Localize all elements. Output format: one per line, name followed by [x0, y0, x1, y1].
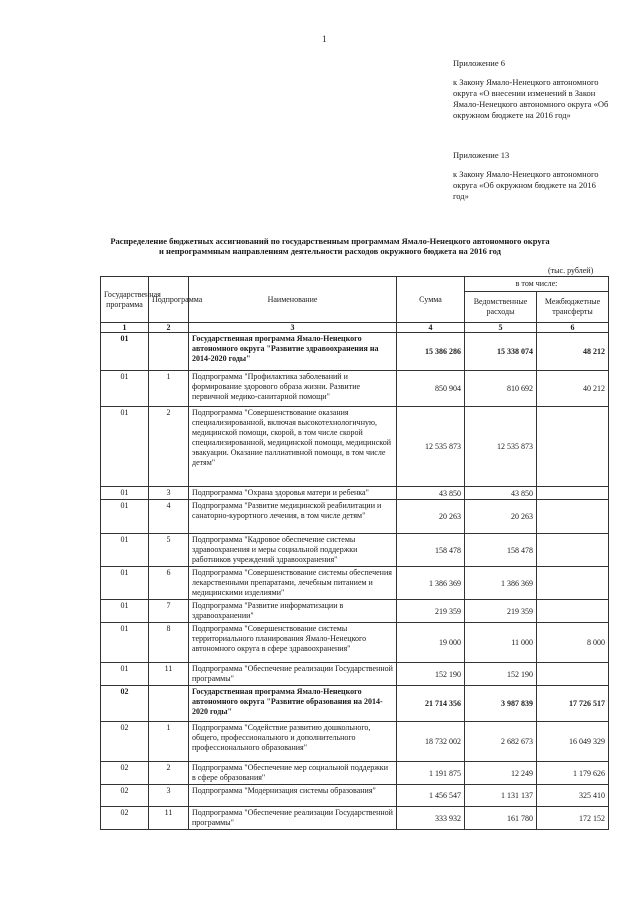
vedomstv-cell: 158 478	[465, 534, 537, 567]
podprogram-code-cell: 1	[149, 371, 189, 407]
mezhbudget-cell	[537, 600, 609, 623]
budget-table	[100, 276, 609, 830]
vedomstv-cell: 20 263	[465, 500, 537, 534]
podprogram-code-cell: 3	[149, 487, 189, 500]
mezhbudget-cell: 40 212	[537, 371, 609, 407]
table-row	[101, 534, 609, 567]
vedomstv-cell: 15 338 074	[465, 333, 537, 371]
sum-cell: 43 850	[397, 487, 465, 500]
vedomstv-cell: 161 780	[465, 807, 537, 830]
mezhbudget-cell	[537, 487, 609, 500]
name-cell: Подпрограмма "Совершенствование системы обеспечения лекарственными препаратами, лечебным питанием и медицинскими изделиями"	[189, 567, 397, 600]
sum-cell: 21 714 356	[397, 686, 465, 722]
sum-cell: 12 535 873	[397, 407, 465, 487]
table-row	[101, 567, 609, 600]
gosprogram-code-cell: 01	[101, 534, 149, 567]
vedomstv-cell: 219 359	[465, 600, 537, 623]
gosprogram-code-cell: 01	[101, 567, 149, 600]
table-row	[101, 371, 609, 407]
table-row	[101, 807, 609, 830]
gosprogram-code-cell: 01	[101, 663, 149, 686]
gosprogram-code-cell: 01	[101, 500, 149, 534]
mezhbudget-cell: 16 049 329	[537, 722, 609, 762]
table-row	[101, 623, 609, 663]
mezhbudget-cell	[537, 663, 609, 686]
podprogram-code-cell: 6	[149, 567, 189, 600]
gosprogram-code-cell: 02	[101, 686, 149, 722]
name-cell: Подпрограмма "Кадровое обеспечение системы здравоохранения и меры социальной поддержки работников учреждений здравоохранения"	[189, 534, 397, 567]
name-cell: Подпрограмма "Развитие медицинской реабилитации и санаторно-курортного лечения, в том числе детям"	[189, 500, 397, 534]
sum-cell: 18 732 002	[397, 722, 465, 762]
table-body	[101, 323, 609, 830]
gosprogram-code-cell: 01	[101, 600, 149, 623]
mezhbudget-cell: 172 152	[537, 807, 609, 830]
gosprogram-code-cell: 01	[101, 371, 149, 407]
podprogram-code-cell: 3	[149, 785, 189, 807]
podprogram-code-cell: 4	[149, 500, 189, 534]
gosprogram-code-cell: 01	[101, 487, 149, 500]
table-row	[101, 407, 609, 487]
name-cell: Подпрограмма "Развитие информатизации в здравоохранении"	[189, 600, 397, 623]
podprogram-code-cell: 1	[149, 722, 189, 762]
sum-cell: 1 386 369	[397, 567, 465, 600]
vedomstv-cell: 810 692	[465, 371, 537, 407]
mezhbudget-cell	[537, 407, 609, 487]
gosprogram-code-cell: 01	[101, 333, 149, 371]
gosprogram-code-cell: 02	[101, 762, 149, 785]
header-vedomstv: Ведомственные расходы	[465, 292, 537, 323]
vedomstv-cell: 11 000	[465, 623, 537, 663]
sum-cell: 1 456 547	[397, 785, 465, 807]
table-row	[101, 722, 609, 762]
index-cell: 6	[537, 323, 609, 333]
podprogram-code-cell	[149, 686, 189, 722]
podprogram-code-cell: 8	[149, 623, 189, 663]
sum-cell: 152 190	[397, 663, 465, 686]
table-row	[101, 762, 609, 785]
vedomstv-cell: 12 249	[465, 762, 537, 785]
podprogram-code-cell: 2	[149, 762, 189, 785]
name-cell: Подпрограмма "Профилактика заболеваний и формирование здорового образа жизни. Развитие первичной медико-санитарной помощи"	[189, 371, 397, 407]
podprogram-code-cell: 7	[149, 600, 189, 623]
appendix-13-title: Приложение 13	[453, 150, 510, 160]
table-row	[101, 663, 609, 686]
gosprogram-code-cell: 01	[101, 407, 149, 487]
sum-cell: 850 904	[397, 371, 465, 407]
sum-cell: 219 359	[397, 600, 465, 623]
appendix-13-block	[453, 150, 613, 202]
mezhbudget-cell: 1 179 626	[537, 762, 609, 785]
appendix-6-title: Приложение 6	[453, 58, 505, 68]
podprogram-code-cell: 2	[149, 407, 189, 487]
header-mezhbudget: Межбюджетные трансферты	[537, 292, 609, 323]
name-cell: Подпрограмма "Охрана здоровья матери и ребенка"	[189, 487, 397, 500]
name-cell: Подпрограмма "Обеспечение мер социальной поддержки в сфере образования"	[189, 762, 397, 785]
table-row	[101, 487, 609, 500]
appendix-13-text: к Закону Ямало-Ненецкого автономного округа «Об окружном бюджете на 2016 год»	[453, 169, 599, 201]
units-label: (тыс. рублей)	[548, 266, 594, 275]
mezhbudget-cell: 8 000	[537, 623, 609, 663]
mezhbudget-cell	[537, 534, 609, 567]
mezhbudget-cell: 48 212	[537, 333, 609, 371]
sum-cell: 333 932	[397, 807, 465, 830]
vedomstv-cell: 2 682 673	[465, 722, 537, 762]
table-row	[101, 333, 609, 371]
gosprogram-code-cell: 01	[101, 623, 149, 663]
name-cell: Подпрограмма "Содействие развитию дошкольного, общего, профессионального и дополнительного профессионального образования"	[189, 722, 397, 762]
name-cell: Подпрограмма "Совершенствование оказания специализированной, включая высокотехнологичную, медицинской помощи, скорой, в том числе скорой специализированной, медицинской помощи, медицинской эвакуации. Оказание паллиативной помощи, в том числе детям"	[189, 407, 397, 487]
podprogram-code-cell: 11	[149, 663, 189, 686]
table-row	[101, 785, 609, 807]
table-row	[101, 500, 609, 534]
appendix-6-text: к Закону Ямало-Ненецкого автономного округа «О внесении изменений в Закон Ямало-Ненецкого автономного округа «Об окружном бюджете на 2016 год»	[453, 77, 609, 120]
sum-cell: 158 478	[397, 534, 465, 567]
name-cell: Подпрограмма "Обеспечение реализации Государственной программы"	[189, 663, 397, 686]
page-number: 1	[322, 34, 327, 44]
index-cell: 2	[149, 323, 189, 333]
index-cell: 4	[397, 323, 465, 333]
sum-cell: 1 191 875	[397, 762, 465, 785]
table-row	[101, 686, 609, 722]
header-name: Наименование	[189, 277, 397, 323]
vedomstv-cell: 1 386 369	[465, 567, 537, 600]
sum-cell: 20 263	[397, 500, 465, 534]
sum-cell: 15 386 286	[397, 333, 465, 371]
vedomstv-cell: 152 190	[465, 663, 537, 686]
name-cell: Подпрограмма "Обеспечение реализации Государственной программы"	[189, 807, 397, 830]
mezhbudget-cell	[537, 500, 609, 534]
header-sum: Сумма	[397, 277, 465, 323]
gosprogram-code-cell: 02	[101, 807, 149, 830]
vedomstv-cell: 43 850	[465, 487, 537, 500]
header-including: в том числе:	[465, 277, 609, 292]
vedomstv-cell: 1 131 137	[465, 785, 537, 807]
name-cell: Государственная программа Ямало-Ненецкого автономного округа "Развитие образования на 2014-2020 годы"	[189, 686, 397, 722]
header-gosprogram: Государственная программа	[101, 277, 149, 323]
vedomstv-cell: 3 987 839	[465, 686, 537, 722]
gosprogram-code-cell: 02	[101, 722, 149, 762]
sum-cell: 19 000	[397, 623, 465, 663]
podprogram-code-cell: 11	[149, 807, 189, 830]
table-row	[101, 600, 609, 623]
podprogram-code-cell	[149, 333, 189, 371]
mezhbudget-cell	[537, 567, 609, 600]
mezhbudget-cell: 325 410	[537, 785, 609, 807]
gosprogram-code-cell: 02	[101, 785, 149, 807]
appendix-6-block	[453, 58, 613, 121]
index-cell: 1	[101, 323, 149, 333]
name-cell: Подпрограмма "Модернизация системы образования"	[189, 785, 397, 807]
index-cell: 3	[189, 323, 397, 333]
header-podprogram: Подпрограмма	[149, 277, 189, 323]
index-row	[101, 323, 609, 333]
name-cell: Подпрограмма "Совершенствование системы территориального планирования Ямало-Ненецкого автономного округа в сфере здравоохранения"	[189, 623, 397, 663]
document-heading: Распределение бюджетных ассигнований по государственным программам Ямало-Ненецкого автономного округа и непрограммным направлениям деятельности расходов окружного бюджета на 2016 год	[110, 236, 550, 256]
name-cell: Государственная программа Ямало-Ненецкого автономного округа "Развитие здравоохранения на 2014-2020 годы"	[189, 333, 397, 371]
vedomstv-cell: 12 535 873	[465, 407, 537, 487]
mezhbudget-cell: 17 726 517	[537, 686, 609, 722]
index-cell: 5	[465, 323, 537, 333]
podprogram-code-cell: 5	[149, 534, 189, 567]
